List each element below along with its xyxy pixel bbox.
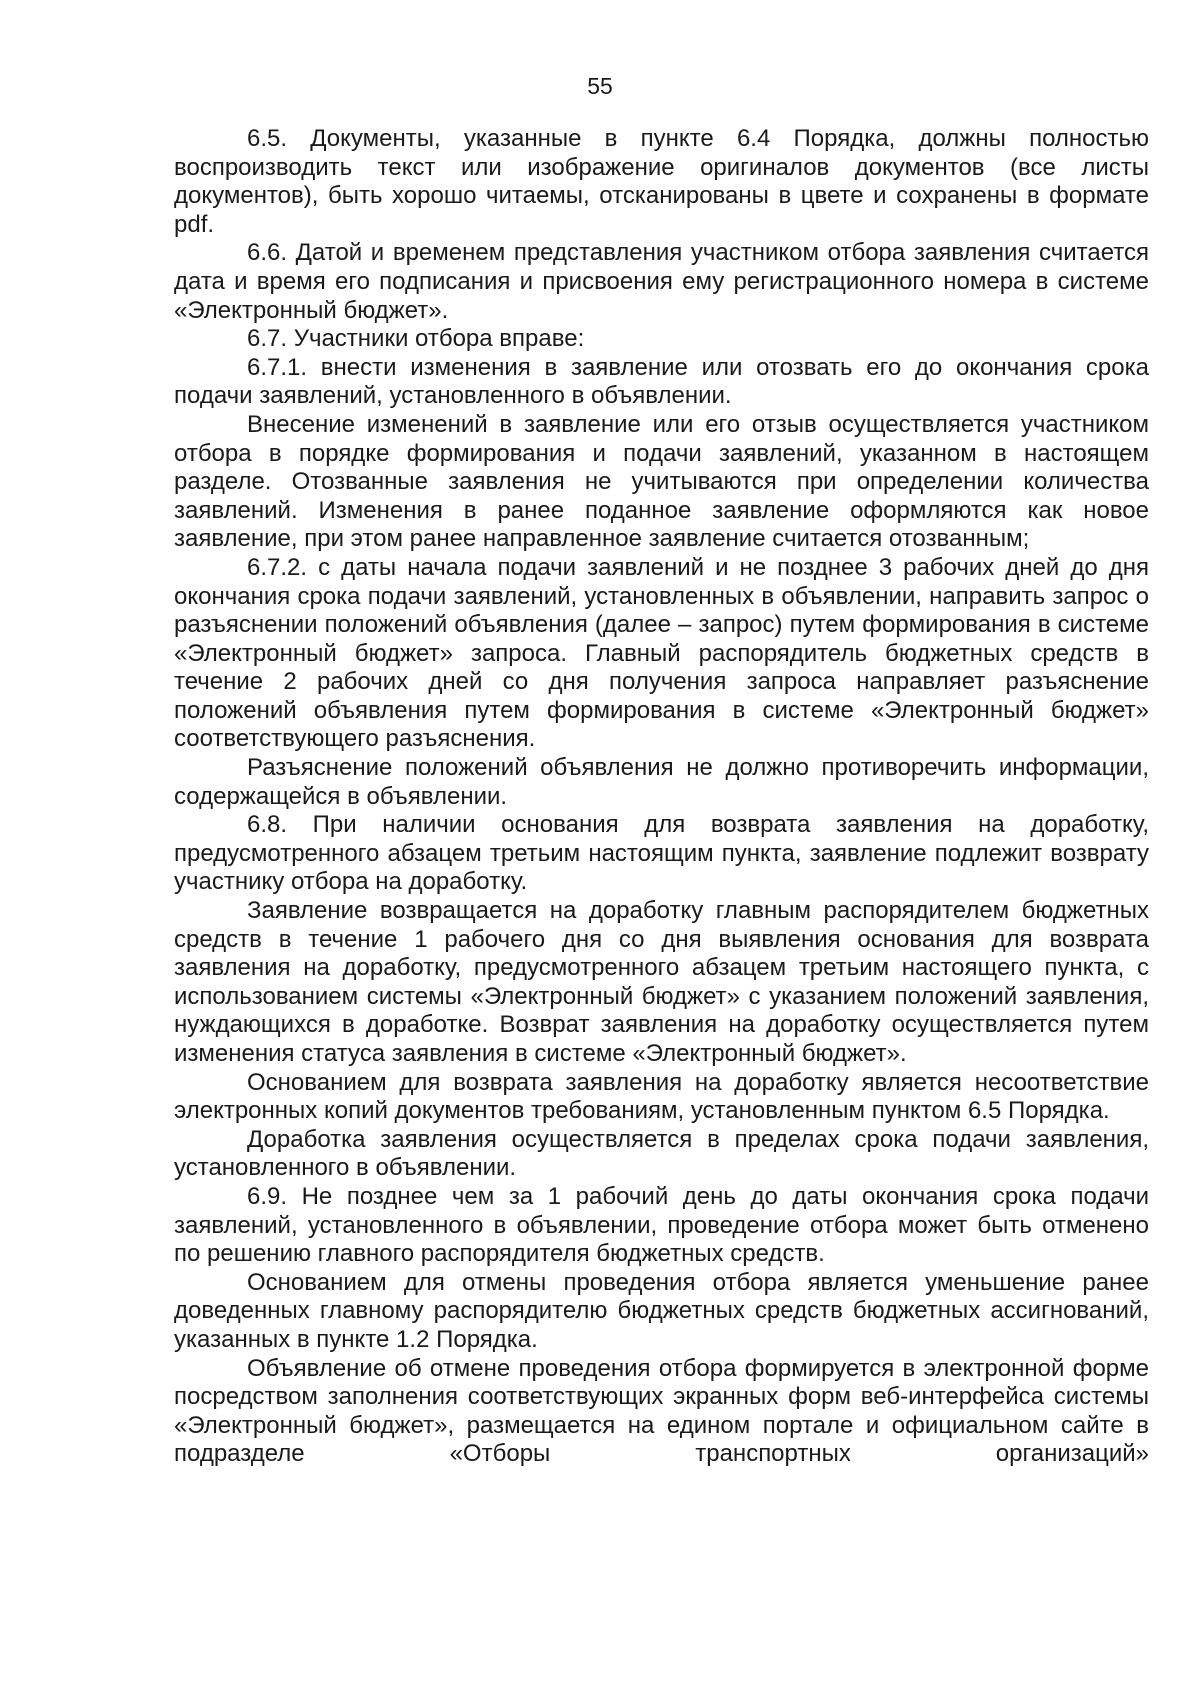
paragraph-6-9: 6.9. Не позднее чем за 1 рабочий день до даты окончания срока подачи заявлений, установленного в объявлении, проведение отбора может быть отменено по решению главного распорядителя бюджетных средств. — [174, 1182, 1149, 1268]
paragraph-6-7: 6.7. Участники отбора вправе: — [247, 325, 585, 353]
paragraph-clarification: Разъяснение положений объявления не должно противоречить информации, содержащейся в объявлении. — [174, 754, 1149, 810]
page-number: 55 — [587, 73, 613, 99]
document-body — [174, 125, 1149, 1469]
paragraph-6-5: 6.5. Документы, указанные в пункте 6.4 Порядка, должны полностью воспроизводить текст или изображение оригиналов документов (все листы документов), быть хорошо читаемы, отсканированы в цвете и сохранены в формате pdf. — [174, 125, 1149, 238]
paragraph-revision: Доработка заявления осуществляется в пределах срока подачи заявления, установленного в объявлении. — [174, 1125, 1149, 1182]
paragraph-return: Заявление возвращается на доработку главным распорядителем бюджетных средств в течение 1 рабочего дня со дня выявления основания для возврата заявления на доработку, предусмотренного абзацем третьим настоящего пункта, с использованием системы «Электронный бюджет» с указанием положений заявления, нуждающихся в доработке. Возврат заявления на доработку осуществляется путем изменения статуса заявления в системе «Электронный бюджет». — [174, 897, 1149, 1067]
paragraph-6-6: 6.6. Датой и временем представления участником отбора заявления считается дата и время его подписания и присвоения ему регистрационного номера в системе «Электронный бюджет». — [174, 239, 1149, 324]
paragraph-return-grounds: Основанием для возврата заявления на доработку является несоответствие электронных копий документов требованиям, установленным пунктом 6.5 Порядка. — [174, 1068, 1149, 1125]
paragraph-amendment: Внесение изменений в заявление или его отзыв осуществляется участником отбора в порядке формирования и подачи заявлений, указанном в настоящем разделе. Отозванные заявления не учитываются при определении количества заявлений. Изменения в ранее поданное заявление оформляются как новое заявление, при этом ранее направленное заявление считается отозванным; — [174, 410, 1149, 553]
paragraph-cancel-notice: Объявление об отмене проведения отбора формируется в электронной форме посредством заполнения соответствующих экранных форм веб-интерфейса системы «Электронный бюджет», размещается на едином портале и официальном сайте в подразделе «Отборы транспортных организаций» — [174, 1354, 1149, 1468]
paragraph-cancel-grounds: Основанием для отмены проведения отбора является уменьшение ранее доведенных главному распорядителю бюджетных средств бюджетных ассигнований, указанных в пункте 1.2 Порядка. — [174, 1268, 1149, 1353]
paragraph-6-7-2: 6.7.2. с даты начала подачи заявлений и не позднее 3 рабочих дней до дня окончания срока подачи заявлений, установленных в объявлении, направить запрос о разъяснении положений объявления (далее – запрос) путем формирования в системе «Электронный бюджет» запроса. Главный распорядитель бюджетных средств в течение 2 рабочих дней со дня получения запроса направляет разъяснение положений объявления путем формирования в системе «Электронный бюджет» соответствующего разъяснения. — [174, 553, 1149, 753]
paragraph-6-7-1: 6.7.1. внести изменения в заявление или отозвать его до окончания срока подачи заявлений, установленного в объявлении. — [174, 353, 1149, 410]
paragraph-6-8: 6.8. При наличии основания для возврата заявления на доработку, предусмотренного абзацем третьим настоящим пункта, заявление подлежит возврату участнику отбора на доработку. — [174, 811, 1149, 896]
